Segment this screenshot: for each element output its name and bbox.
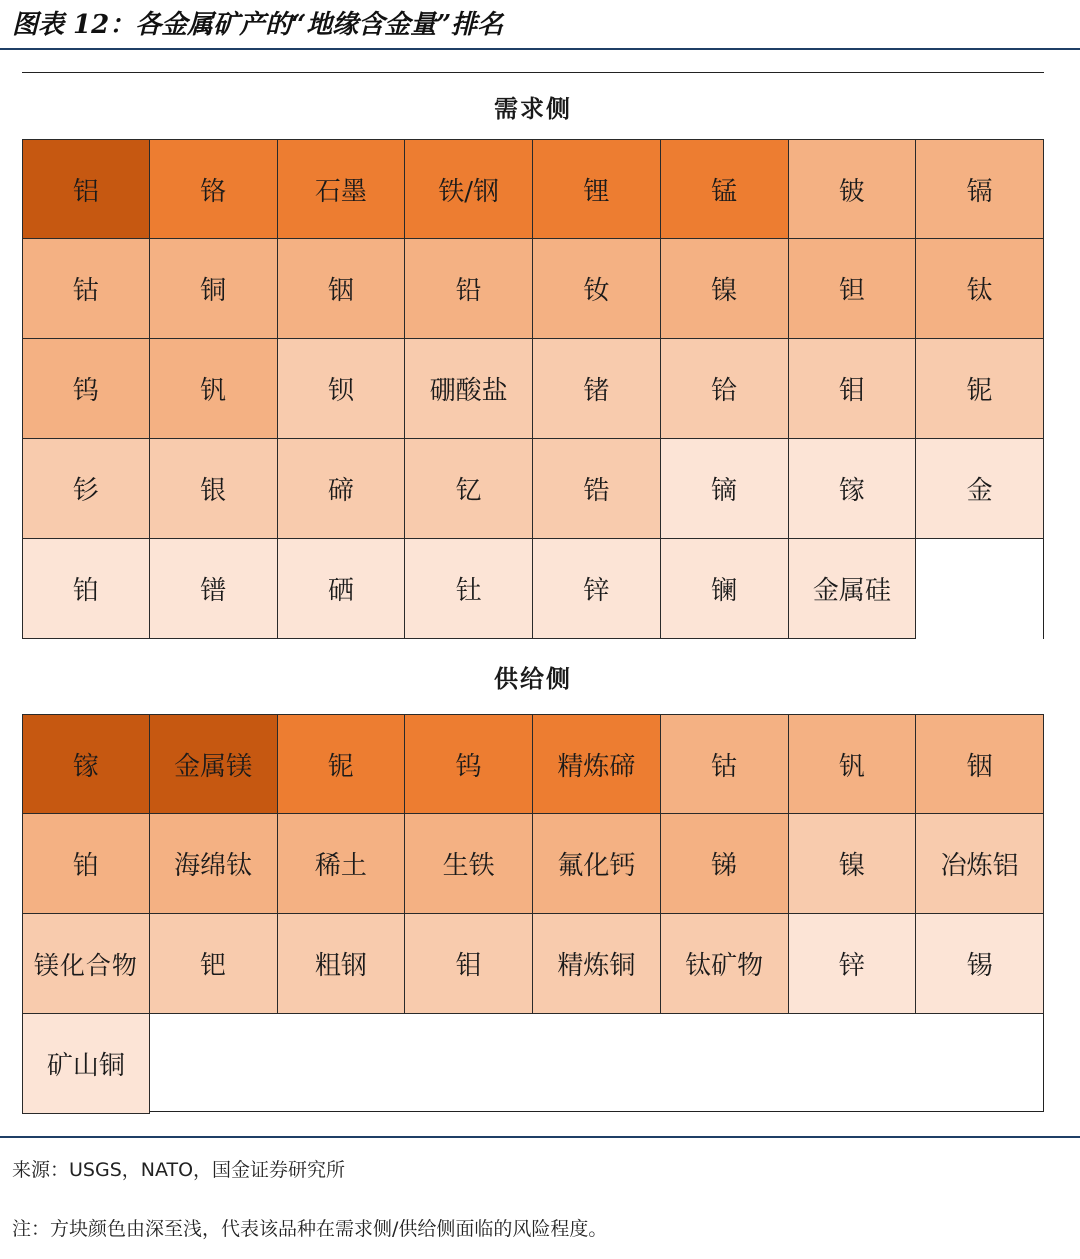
demand-metal-cell: 铝 xyxy=(22,139,150,239)
demand-section-header: 需求侧 xyxy=(22,72,1044,139)
supply-metal-cell: 镍 xyxy=(789,814,917,914)
supply-metal-cell: 钒 xyxy=(789,714,917,814)
demand-metal-cell: 银 xyxy=(150,439,278,539)
demand-metal-cell: 镝 xyxy=(661,439,789,539)
demand-metal-cell: 金 xyxy=(916,439,1044,539)
demand-metal-cell: 锰 xyxy=(661,139,789,239)
demand-metal-cell: 镓 xyxy=(789,439,917,539)
demand-metal-cell: 钴 xyxy=(22,239,150,339)
demand-metal-cell: 钨 xyxy=(22,339,150,439)
demand-metal-cell: 镉 xyxy=(916,139,1044,239)
demand-metal-cell: 碲 xyxy=(278,439,406,539)
supply-metal-cell: 锡 xyxy=(916,914,1044,1014)
demand-metal-cell: 铬 xyxy=(150,139,278,239)
supply-metal-cell: 氟化钙 xyxy=(533,814,661,914)
demand-metal-cell: 锗 xyxy=(533,339,661,439)
supply-metal-cell: 锌 xyxy=(789,914,917,1014)
source-note: 来源：USGS，NATO，国金证券研究所 xyxy=(12,1159,346,1181)
demand-metal-cell: 锆 xyxy=(533,439,661,539)
supply-metal-cell: 钼 xyxy=(405,914,533,1014)
supply-metal-cell: 铂 xyxy=(22,814,150,914)
supply-metal-cell: 铌 xyxy=(278,714,406,814)
supply-metal-cell: 镁化合物 xyxy=(22,914,150,1014)
demand-metal-cell: 钒 xyxy=(150,339,278,439)
demand-metal-cell: 铟 xyxy=(278,239,406,339)
demand-metal-cell: 铪 xyxy=(661,339,789,439)
supply-metal-cell: 钴 xyxy=(661,714,789,814)
supply-metal-cell: 海绵钛 xyxy=(150,814,278,914)
supply-section-header: 供给侧 xyxy=(22,639,1044,714)
demand-metal-cell: 硼酸盐 xyxy=(405,339,533,439)
demand-metal-cell: 钕 xyxy=(533,239,661,339)
legend-note: 注：方块颜色由深至浅，代表该品种在需求侧/供给侧面临的风险程度。 xyxy=(12,1218,608,1240)
demand-metal-cell: 钼 xyxy=(789,339,917,439)
demand-metal-cell: 铁/钢 xyxy=(405,139,533,239)
supply-metal-cell: 粗钢 xyxy=(278,914,406,1014)
supply-metal-cell: 稀土 xyxy=(278,814,406,914)
supply-metal-cell: 生铁 xyxy=(405,814,533,914)
footer-divider xyxy=(0,1136,1080,1138)
figure-title: 图表 12：各金属矿产的“地缘含金量”排名 xyxy=(12,10,504,40)
demand-metal-cell: 镨 xyxy=(150,539,278,639)
supply-metal-cell: 精炼碲 xyxy=(533,714,661,814)
supply-metal-cell: 精炼铜 xyxy=(533,914,661,1014)
demand-grid xyxy=(22,139,1044,639)
demand-metal-cell: 钐 xyxy=(22,439,150,539)
demand-metal-cell: 铌 xyxy=(916,339,1044,439)
demand-metal-cell: 镧 xyxy=(661,539,789,639)
supply-metal-cell: 镓 xyxy=(22,714,150,814)
demand-metal-cell: 铍 xyxy=(789,139,917,239)
demand-metal-cell: 钽 xyxy=(789,239,917,339)
demand-metal-cell: 铅 xyxy=(405,239,533,339)
demand-metal-cell: 钛 xyxy=(916,239,1044,339)
demand-metal-cell: 钡 xyxy=(278,339,406,439)
supply-metal-cell: 金属镁 xyxy=(150,714,278,814)
supply-metal-cell: 钛矿物 xyxy=(661,914,789,1014)
supply-metal-cell: 钨 xyxy=(405,714,533,814)
supply-metal-cell: 钯 xyxy=(150,914,278,1014)
demand-metal-cell: 石墨 xyxy=(278,139,406,239)
demand-metal-cell: 镍 xyxy=(661,239,789,339)
demand-metal-cell: 金属硅 xyxy=(789,539,917,639)
demand-metal-cell: 硒 xyxy=(278,539,406,639)
demand-metal-cell: 钇 xyxy=(405,439,533,539)
demand-metal-cell: 锌 xyxy=(533,539,661,639)
title-divider xyxy=(0,48,1080,50)
demand-metal-cell: 铂 xyxy=(22,539,150,639)
demand-metal-cell: 铜 xyxy=(150,239,278,339)
supply-metal-cell: 锑 xyxy=(661,814,789,914)
supply-grid xyxy=(22,714,1044,1114)
supply-metal-cell: 冶炼铝 xyxy=(916,814,1044,914)
supply-metal-cell: 矿山铜 xyxy=(22,1014,150,1114)
supply-metal-cell: 铟 xyxy=(916,714,1044,814)
demand-metal-cell: 锂 xyxy=(533,139,661,239)
demand-metal-cell: 钍 xyxy=(405,539,533,639)
